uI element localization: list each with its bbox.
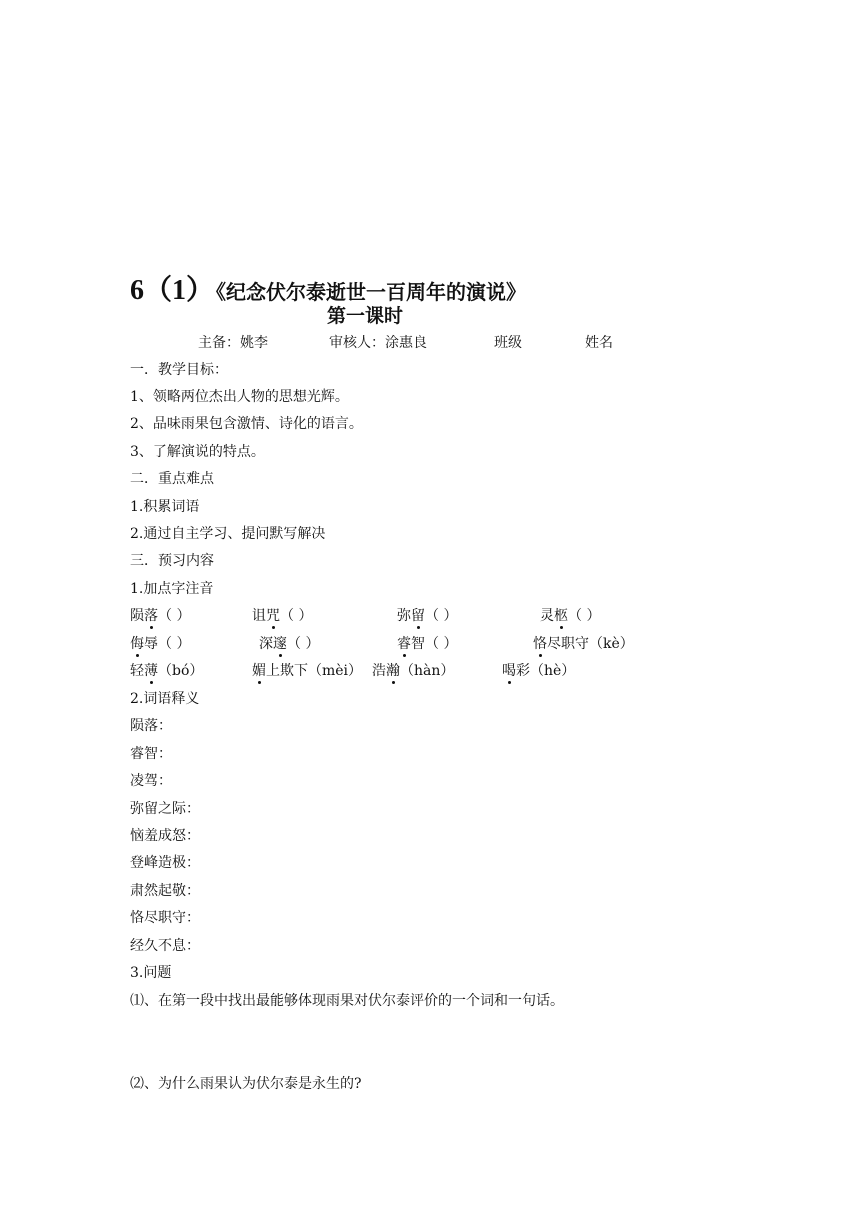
definition-term: 睿智：: [130, 746, 172, 762]
goal-item: 2、品味雨果包含激情、诗化的语言。: [130, 416, 363, 432]
definition-term: 恪尽职守：: [130, 910, 200, 926]
meta-class-label: 班级: [494, 335, 522, 351]
definition-term: 弥留之际：: [130, 801, 200, 817]
section-heading-key-points: 二．重点难点: [130, 471, 214, 487]
subheading-definitions: 2.词语释义: [130, 691, 200, 707]
pinyin-entry: 轻薄（bó）: [130, 663, 204, 679]
definition-term: 凌驾：: [130, 773, 172, 789]
pinyin-entry: 恪尽职守（kè）: [533, 636, 634, 652]
definition-term: 陨落：: [130, 718, 172, 734]
lesson-subtitle: 第一课时: [327, 305, 404, 327]
pinyin-entry: 深邃（ ）: [259, 636, 320, 652]
pinyin-entry: 喝彩（hè）: [502, 663, 576, 679]
section-heading-goals: 一．教学目标：: [130, 362, 228, 378]
pinyin-entry: 陨落（ ）: [130, 608, 191, 624]
pinyin-entry: 侮辱（ ）: [130, 636, 191, 652]
meta-name-label: 姓名: [585, 335, 613, 351]
goal-item: 3、了解演说的特点。: [130, 444, 265, 460]
meta-reviewer: 审核人：涂惠良: [329, 335, 427, 351]
meta-editor: 主备：姚李: [198, 335, 268, 351]
section-heading-preview: 三．预习内容: [130, 553, 214, 569]
pinyin-entry: 浩瀚（hàn）: [372, 663, 455, 679]
key-point-item: 2.通过自主学习、提问默写解决: [130, 526, 326, 542]
pinyin-entry: 诅咒（ ）: [252, 608, 313, 624]
question-2: ⑵、为什么雨果认为伏尔泰是永生的?: [130, 1076, 362, 1092]
goal-item: 1、领略两位杰出人物的思想光辉。: [130, 389, 349, 405]
subheading-pronunciation: 1.加点字注音: [130, 581, 214, 597]
definition-term: 登峰造极：: [130, 855, 200, 871]
pinyin-entry: 睿智（ ）: [397, 636, 458, 652]
pinyin-entry: 灵柩（ ）: [540, 608, 601, 624]
definition-term: 恼羞成怒：: [130, 828, 200, 844]
lesson-title: 《纪念伏尔泰逝世一百周年的演说》: [216, 280, 527, 304]
definition-term: 肃然起敬：: [130, 883, 200, 899]
question-1: ⑴、在第一段中找出最能够体现雨果对伏尔泰评价的一个词和一句话。: [130, 993, 564, 1009]
key-point-item: 1.积累词语: [130, 499, 200, 515]
pinyin-entry: 媚上欺下（mèi）: [252, 663, 363, 679]
definition-term: 经久不息：: [130, 938, 200, 954]
subheading-questions: 3.问题: [130, 965, 172, 981]
lesson-number: 6（1）: [130, 275, 215, 306]
pinyin-entry: 弥留（ ）: [397, 608, 458, 624]
